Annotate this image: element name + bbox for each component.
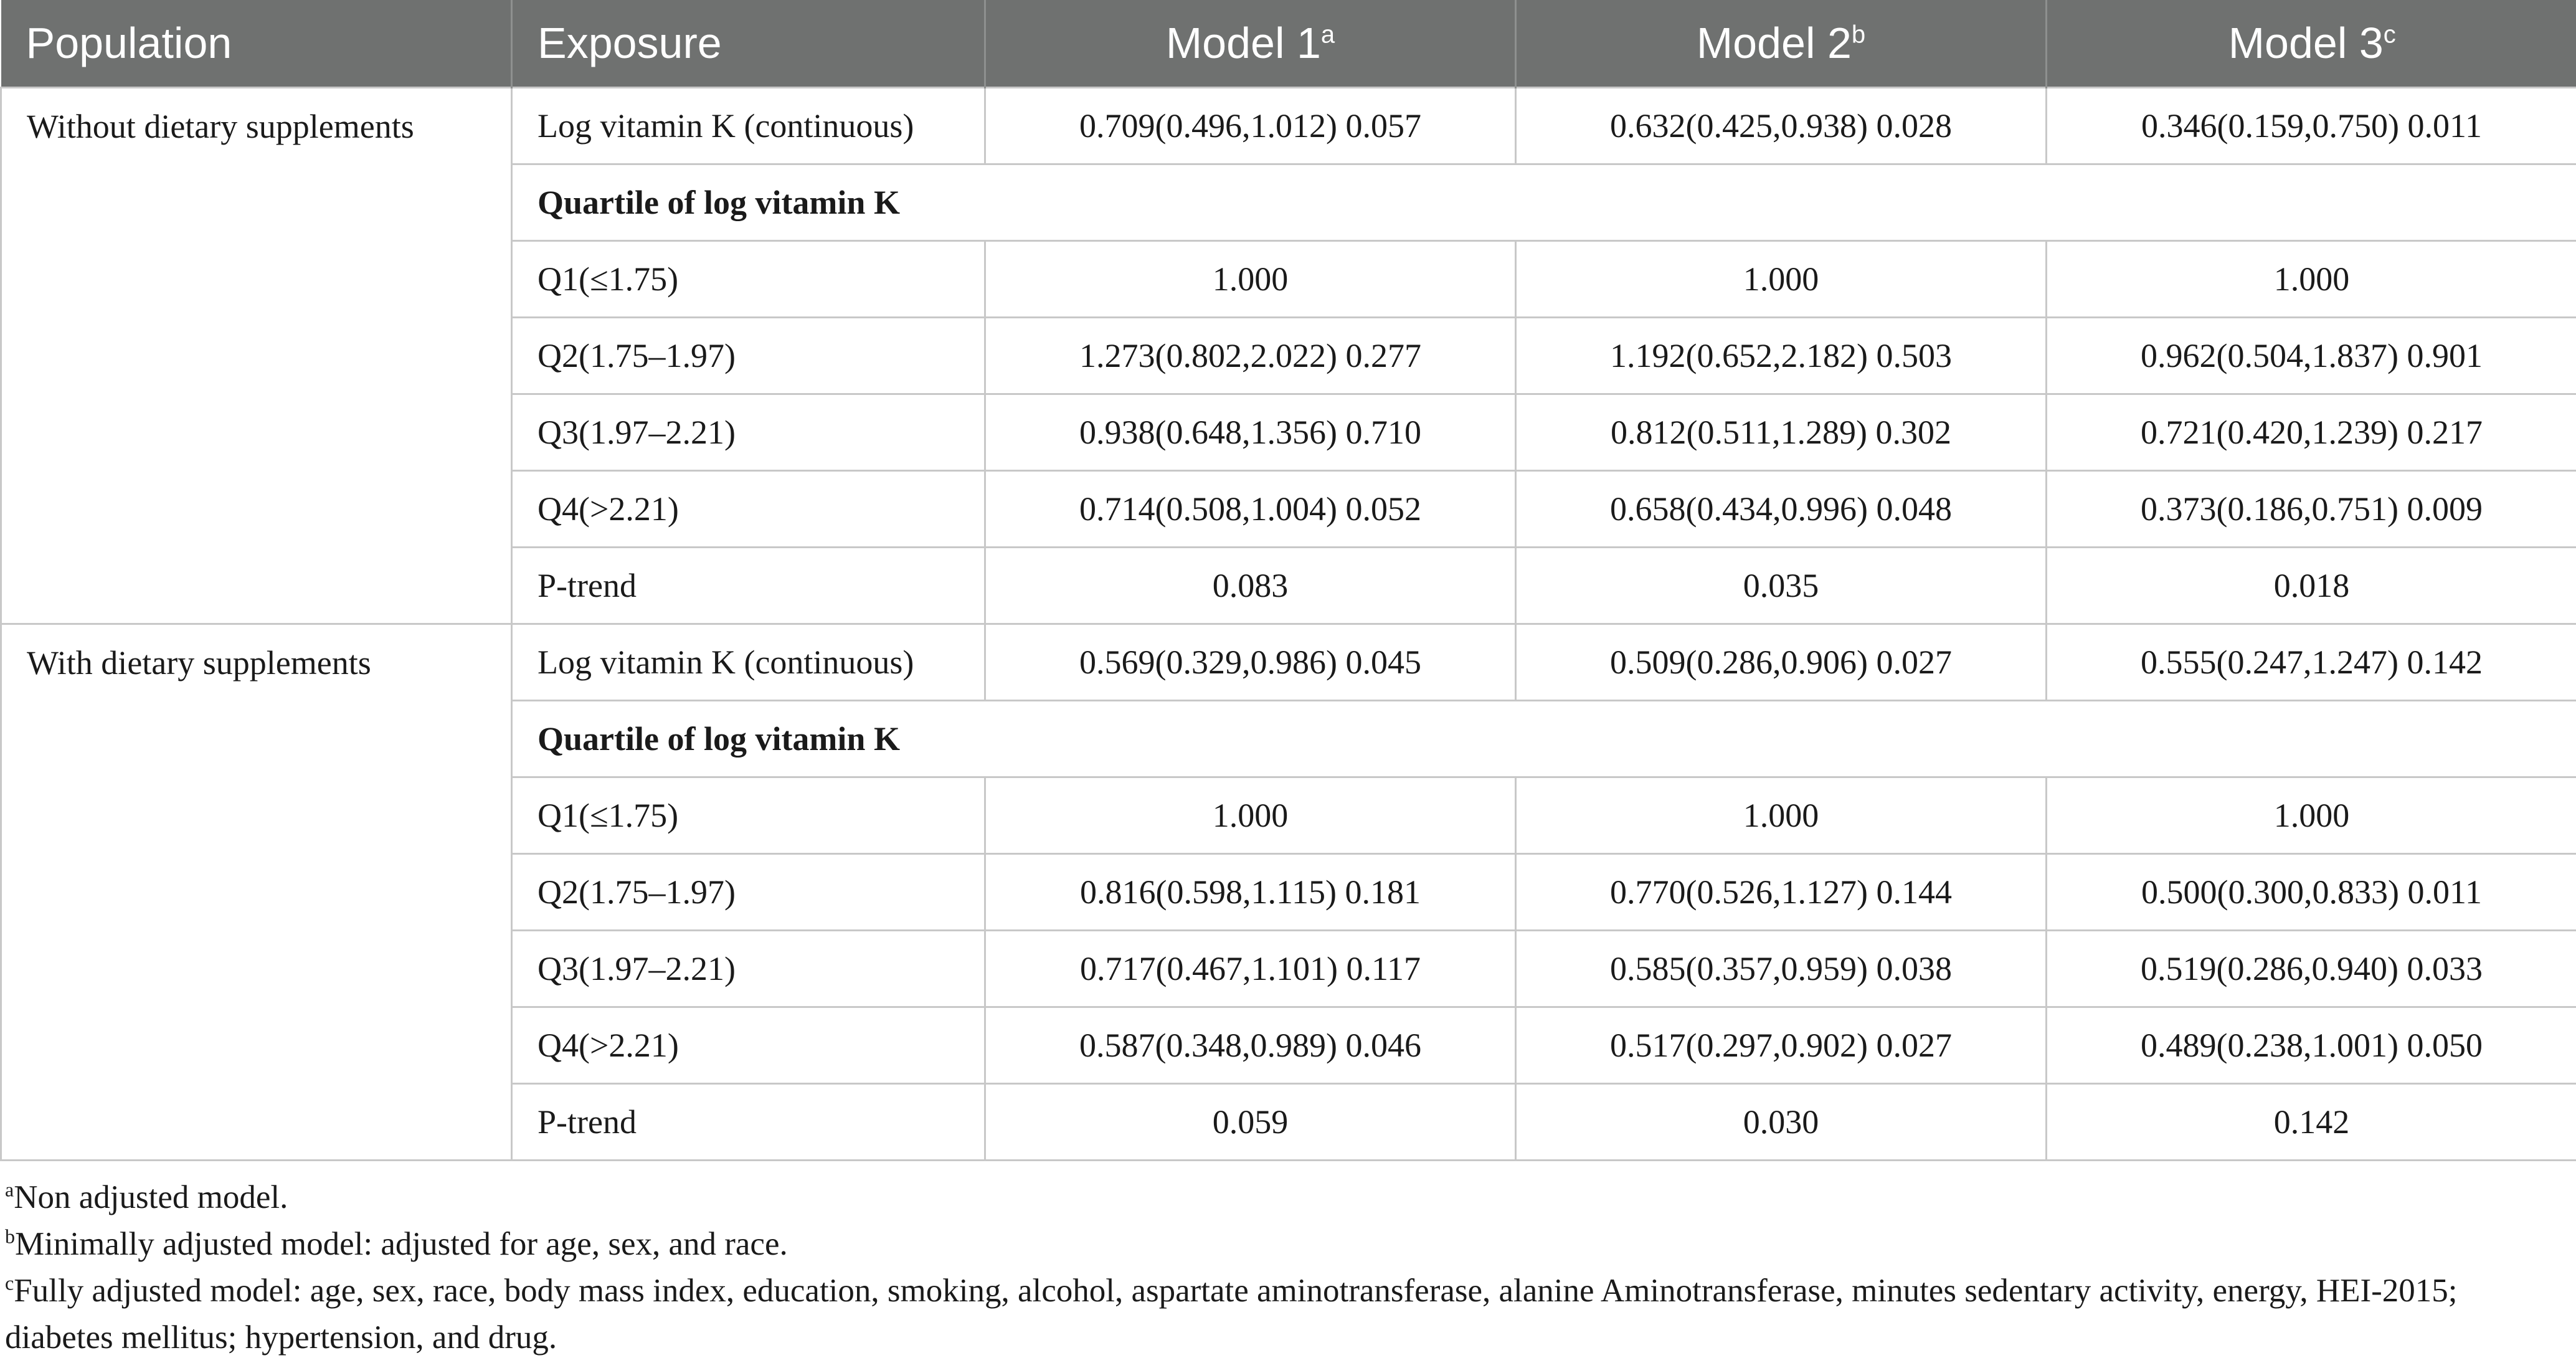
model-2-cell: 0.509(0.286,0.906) 0.027 [1516, 624, 2047, 700]
exposure-cell: Log vitamin K (continuous) [512, 624, 985, 700]
model-3-cell: 0.489(0.238,1.001) 0.050 [2047, 1007, 2576, 1083]
population-cell: Without dietary supplements [1, 87, 512, 624]
model-3-cell: 1.000 [2047, 777, 2576, 853]
model-3-cell: 0.500(0.300,0.833) 0.011 [2047, 853, 2576, 930]
exposure-cell: Q1(≤1.75) [512, 240, 985, 317]
model-2-cell: 0.632(0.425,0.938) 0.028 [1516, 87, 2047, 164]
exposure-cell: Log vitamin K (continuous) [512, 87, 985, 164]
footnote-text: Fully adjusted model: age, sex, race, body mass index, education, smoking, alcohol, aspartate aminotransferase, alanine Aminotransferase, minutes sedentary activity, energy, HEI-2015; diabetes mellitus; hypertension, and drug. [5, 1273, 2458, 1356]
quartile-subheader: Quartile of log vitamin K [512, 700, 2576, 777]
model-3-cell: 0.555(0.247,1.247) 0.142 [2047, 624, 2576, 700]
exposure-cell: Q1(≤1.75) [512, 777, 985, 853]
model-2-cell: 0.770(0.526,1.127) 0.144 [1516, 853, 2047, 930]
model-3-cell: 0.142 [2047, 1083, 2576, 1160]
footnote-text: Non adjusted model. [14, 1179, 288, 1215]
model-3-cell: 0.721(0.420,1.239) 0.217 [2047, 394, 2576, 470]
model-3-cell: 0.373(0.186,0.751) 0.009 [2047, 470, 2576, 547]
header-model-3: Model 3$^c$ [2047, 0, 2576, 87]
model-1-cell: 0.569(0.329,0.986) 0.045 [985, 624, 1516, 700]
model-3-cell: 1.000 [2047, 240, 2576, 317]
exposure-cell: Q2(1.75–1.97) [512, 317, 985, 394]
model-1-cell: 0.709(0.496,1.012) 0.057 [985, 87, 1516, 164]
table-row [1, 87, 2576, 164]
footnote-mark: a [5, 1178, 14, 1201]
footnote-text: Minimally adjusted model: adjusted for age, sex, and race. [15, 1226, 788, 1262]
table-row [1, 624, 2576, 700]
exposure-cell: Q2(1.75–1.97) [512, 853, 985, 930]
header-row [1, 0, 2576, 87]
footnote-c [5, 1268, 2565, 1361]
model-1-cell: 1.000 [985, 240, 1516, 317]
header-model-2-sup: b [1851, 21, 1866, 49]
model-2-cell: 0.585(0.357,0.959) 0.038 [1516, 930, 2047, 1007]
model-1-cell: 1.000 [985, 777, 1516, 853]
header-population: Population [1, 0, 512, 87]
model-3-cell: 0.346(0.159,0.750) 0.011 [2047, 87, 2576, 164]
model-1-cell: 0.587(0.348,0.989) 0.046 [985, 1007, 1516, 1083]
model-2-cell: 0.658(0.434,0.996) 0.048 [1516, 470, 2047, 547]
header-model-2: Model 2$^b$ [1516, 0, 2047, 87]
exposure-cell: Q3(1.97–2.21) [512, 930, 985, 1007]
model-1-cell: 0.717(0.467,1.101) 0.117 [985, 930, 1516, 1007]
footnote-b [5, 1221, 2565, 1268]
model-2-cell: 1.192(0.652,2.182) 0.503 [1516, 317, 2047, 394]
model-2-cell: 1.000 [1516, 777, 2047, 853]
footnote-mark: c [5, 1271, 14, 1294]
footnote-a [5, 1174, 2565, 1221]
model-3-cell: 0.519(0.286,0.940) 0.033 [2047, 930, 2576, 1007]
exposure-cell: P-trend [512, 547, 985, 624]
header-exposure: Exposure [512, 0, 985, 87]
exposure-cell: Q4(>2.21) [512, 1007, 985, 1083]
model-1-cell: 1.273(0.802,2.022) 0.277 [985, 317, 1516, 394]
quartile-subheader: Quartile of log vitamin K [512, 164, 2576, 240]
footnote-mark: b [5, 1225, 15, 1248]
header-model-1: Model 1$^a$ [985, 0, 1516, 87]
model-2-cell: 0.517(0.297,0.902) 0.027 [1516, 1007, 2047, 1083]
exposure-cell: P-trend [512, 1083, 985, 1160]
model-2-cell: 0.030 [1516, 1083, 2047, 1160]
model-2-cell: 0.035 [1516, 547, 2047, 624]
exposure-cell: Q4(>2.21) [512, 470, 985, 547]
model-1-cell: 0.083 [985, 547, 1516, 624]
model-2-cell: 0.812(0.511,1.289) 0.302 [1516, 394, 2047, 470]
model-2-cell: 1.000 [1516, 240, 2047, 317]
model-1-cell: 0.816(0.598,1.115) 0.181 [985, 853, 1516, 930]
model-1-cell: 0.938(0.648,1.356) 0.710 [985, 394, 1516, 470]
footnotes [5, 1174, 2565, 1361]
model-1-cell: 0.714(0.508,1.004) 0.052 [985, 470, 1516, 547]
model-1-cell: 0.059 [985, 1083, 1516, 1160]
population-cell: With dietary supplements [1, 624, 512, 1160]
header-model-1-sup: a [1320, 21, 1335, 49]
exposure-cell: Q3(1.97–2.21) [512, 394, 985, 470]
model-3-cell: 0.962(0.504,1.837) 0.901 [2047, 317, 2576, 394]
header-model-3-sup: c [2383, 21, 2396, 49]
model-3-cell: 0.018 [2047, 547, 2576, 624]
